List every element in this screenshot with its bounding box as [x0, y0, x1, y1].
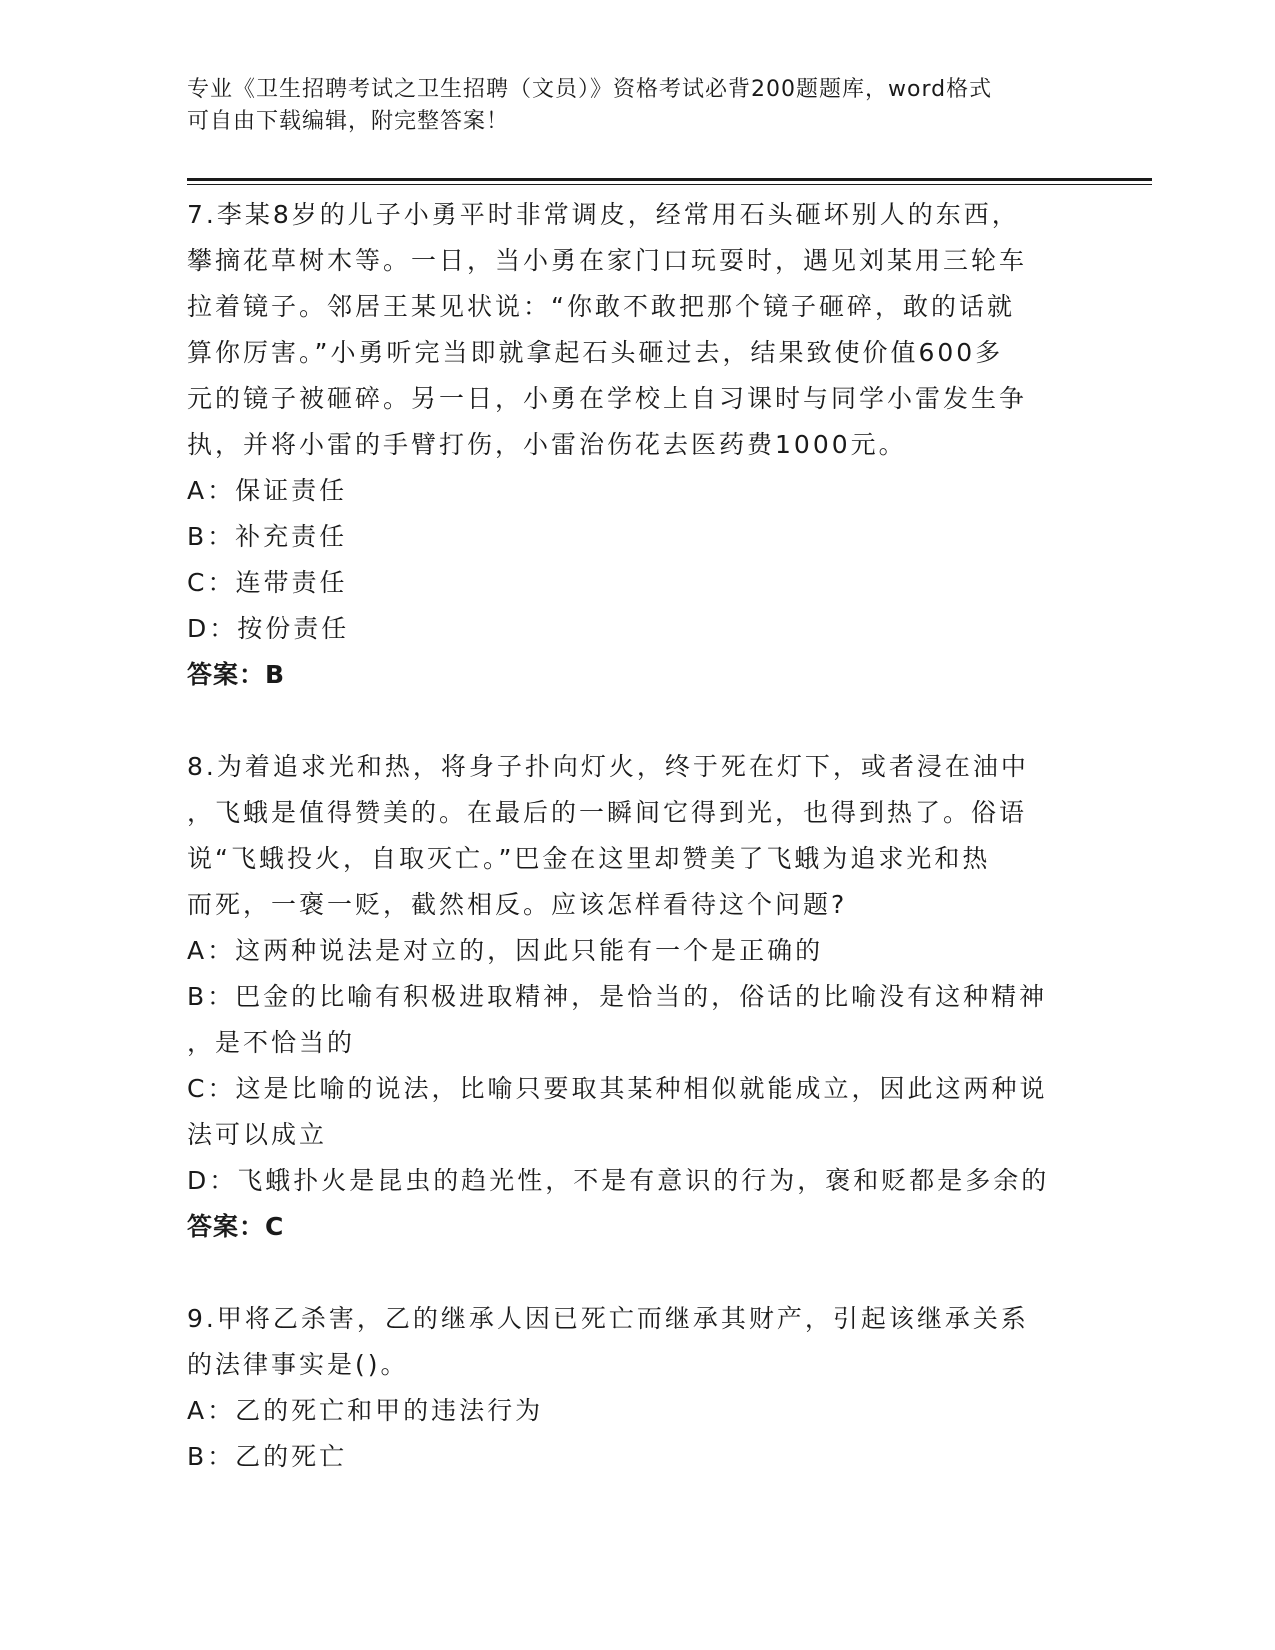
- header-line: 专业《卫生招聘考试之卫生招聘（文员）》资格考试必背200题题库，word格式: [187, 77, 993, 102]
- question-7: [187, 192, 1087, 698]
- question-list: [187, 192, 1087, 1526]
- question-stem-line: 9.甲将乙杀害，乙的继承人因已死亡而继承其财产，引起该继承关系: [187, 1304, 1029, 1333]
- answer-option: [187, 1434, 1087, 1480]
- option-line: A：乙的死亡和甲的违法行为: [187, 1396, 544, 1425]
- question-stem-line: 而死，一褒一贬，截然相反。应该怎样看待这个问题?: [187, 890, 848, 919]
- answer-option: [187, 560, 1087, 606]
- answer-key: 答案：B: [187, 660, 286, 689]
- option-line: 法可以成立: [187, 1120, 328, 1149]
- answer-option: [187, 1066, 1087, 1158]
- question-8: [187, 744, 1087, 1250]
- answer-option: [187, 1158, 1087, 1204]
- question-stem-line: 拉着镜子。邻居王某见状说：“你敢不敢把那个镜子砸碎，敢的话就: [187, 292, 1015, 321]
- document-header: [187, 74, 1087, 138]
- option-line: B：乙的死亡: [187, 1442, 348, 1471]
- question-stem-line: 执，并将小雷的手臂打伤，小雷治伤花去医药费1000元。: [187, 430, 907, 459]
- header-line: 可自由下载编辑，附完整答案！: [187, 109, 510, 134]
- answer-option: [187, 514, 1087, 560]
- option-line: B：补充责任: [187, 522, 348, 551]
- question-stem-line: 8.为着追求光和热，将身子扑向灯火，终于死在灯下，或者浸在油中: [187, 752, 1029, 781]
- question-9: [187, 1296, 1087, 1480]
- question-stem-line: 的法律事实是()。: [187, 1350, 409, 1379]
- option-line: A：保证责任: [187, 476, 348, 505]
- option-line: C：这是比喻的说法，比喻只要取其某种相似就能成立，因此这两种说: [187, 1074, 1048, 1103]
- option-line: A：这两种说法是对立的，因此只能有一个是正确的: [187, 936, 824, 965]
- header-divider-thin: [187, 184, 1152, 185]
- answer-option: [187, 468, 1087, 514]
- answer-option: [187, 928, 1087, 974]
- option-line: B：巴金的比喻有积极进取精神，是恰当的，俗话的比喻没有这种精神: [187, 982, 1048, 1011]
- question-stem-line: 说“飞蛾投火，自取灭亡。”巴金在这里却赞美了飞蛾为追求光和热: [187, 844, 991, 873]
- question-stem-line: 攀摘花草树木等。一日，当小勇在家门口玩耍时，遇见刘某用三轮车: [187, 246, 1028, 275]
- option-line: C：连带责任: [187, 568, 348, 597]
- answer-key: 答案：C: [187, 1212, 285, 1241]
- question-stem-line: 算你厉害。”小勇听完当即就拿起石头砸过去，结果致使价值600多: [187, 338, 1004, 367]
- header-divider: [187, 178, 1152, 181]
- option-line: D：按份责任: [187, 614, 350, 643]
- answer-option: [187, 974, 1087, 1066]
- option-line: ，是不恰当的: [187, 1028, 356, 1057]
- answer-option: [187, 606, 1087, 652]
- question-stem-line: ，飞蛾是值得赞美的。在最后的一瞬间它得到光，也得到热了。俗语: [187, 798, 1028, 827]
- question-stem-line: 7.李某8岁的儿子小勇平时非常调皮，经常用石头砸坏别人的东西，: [187, 200, 1020, 229]
- question-stem-line: 元的镜子被砸碎。另一日，小勇在学校上自习课时与同学小雷发生争: [187, 384, 1028, 413]
- option-line: D：飞蛾扑火是昆虫的趋光性，不是有意识的行为，褒和贬都是多余的: [187, 1166, 1050, 1195]
- answer-option: [187, 1388, 1087, 1434]
